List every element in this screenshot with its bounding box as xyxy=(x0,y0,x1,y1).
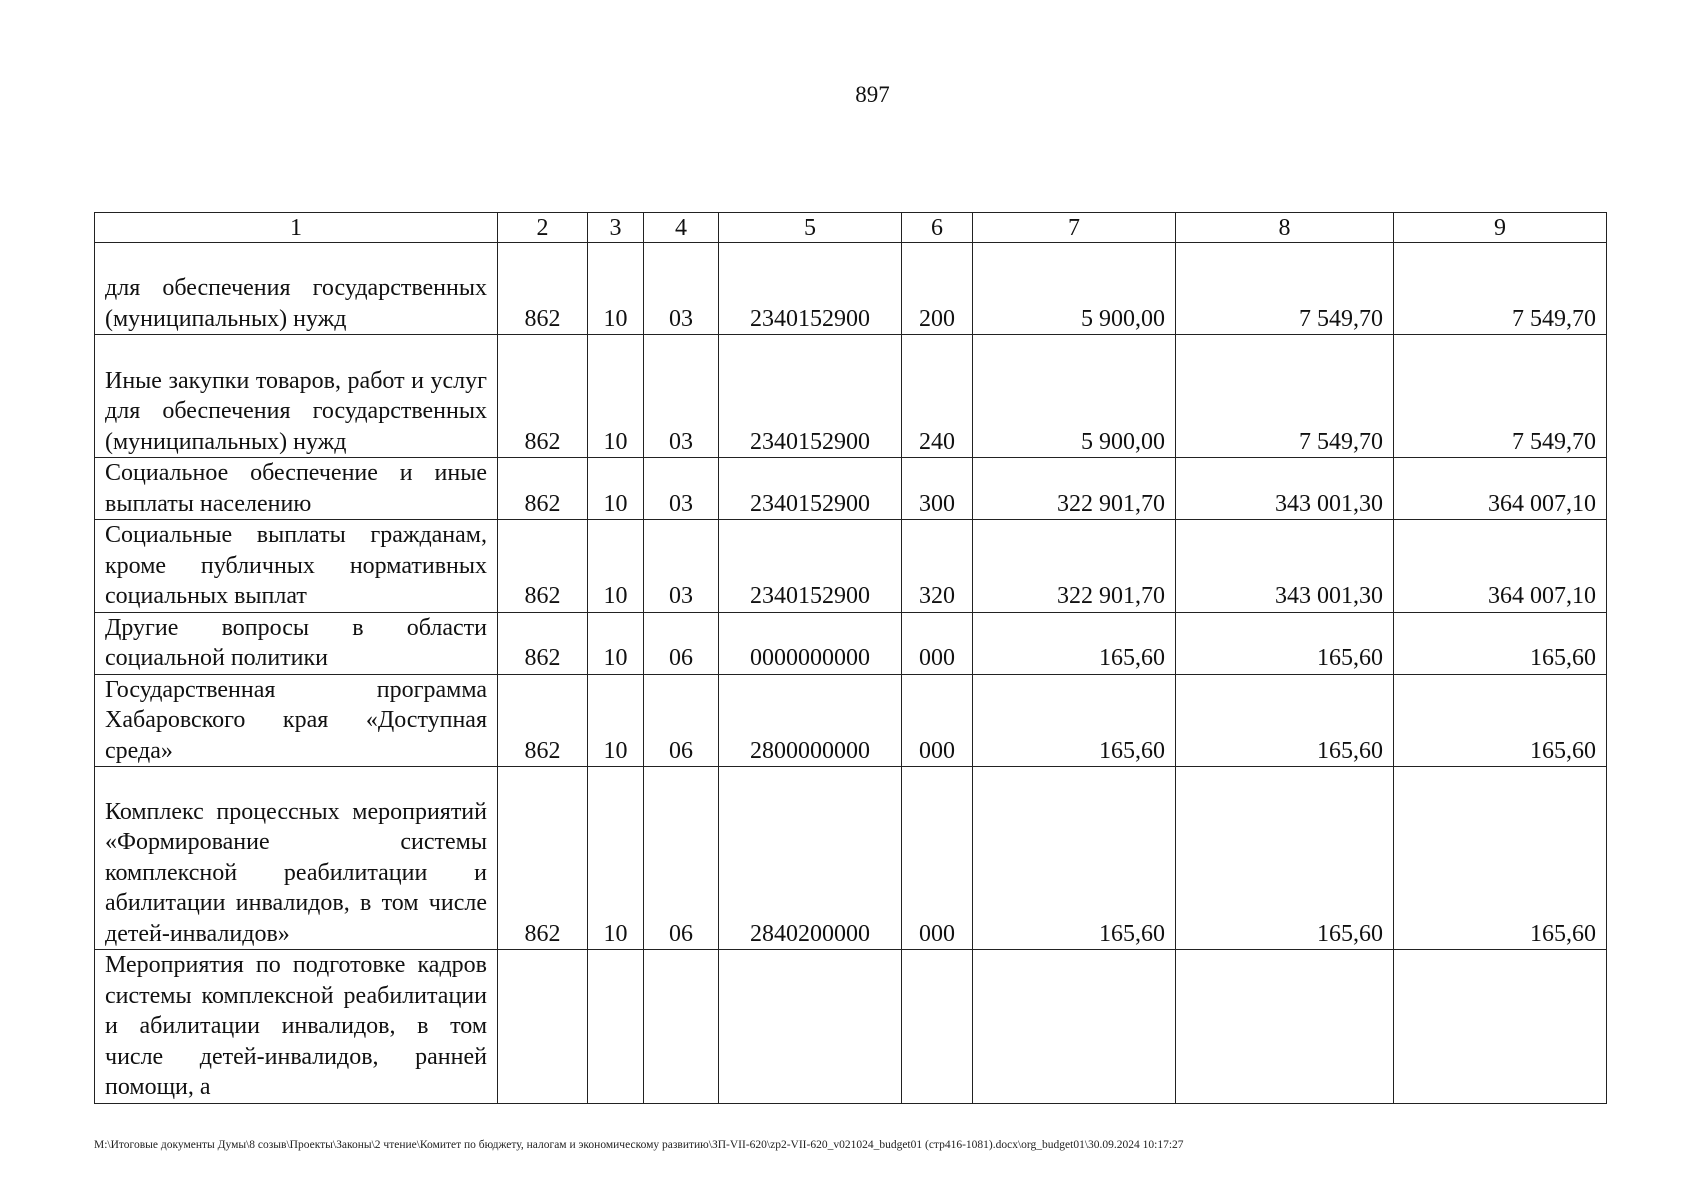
row-col-3: 10 xyxy=(588,767,644,950)
row-col-6 xyxy=(902,950,973,1104)
row-col-9: 7 549,70 xyxy=(1394,335,1607,458)
row-col-5: 2800000000 xyxy=(719,674,902,767)
row-description: Социальное обеспечение и иные выплаты населению xyxy=(95,458,498,520)
row-col-5: 2840200000 xyxy=(719,767,902,950)
row-col-8: 7 549,70 xyxy=(1176,335,1394,458)
row-col-9: 364 007,10 xyxy=(1394,520,1607,613)
row-col-5 xyxy=(719,950,902,1104)
row-col-9: 364 007,10 xyxy=(1394,458,1607,520)
row-col-8: 343 001,30 xyxy=(1176,458,1394,520)
row-col-4: 03 xyxy=(644,458,719,520)
row-col-8: 165,60 xyxy=(1176,767,1394,950)
row-col-9: 165,60 xyxy=(1394,767,1607,950)
row-col-4: 06 xyxy=(644,674,719,767)
row-col-2: 862 xyxy=(498,612,588,674)
row-col-7: 322 901,70 xyxy=(973,458,1176,520)
table-row xyxy=(95,520,1607,613)
row-col-8: 343 001,30 xyxy=(1176,520,1394,613)
row-description: для обеспечения государственных (муниципальных) нужд xyxy=(95,243,498,335)
row-col-4: 06 xyxy=(644,612,719,674)
column-header-1: 1 xyxy=(95,213,498,243)
row-col-2: 862 xyxy=(498,674,588,767)
budget-table xyxy=(94,212,1607,1104)
row-col-3: 10 xyxy=(588,335,644,458)
row-col-7: 5 900,00 xyxy=(973,335,1176,458)
row-col-3: 10 xyxy=(588,520,644,613)
footer-file-path: M:\Итоговые документы Думы\8 созыв\Проекты\Законы\2 чтение\Комитет по бюджету, налогам и экономическому развитию\ЗП-VII-620\zp2-VII-620_v021024_budget01 (стр416-1081).docx\org_budget01\30.09.2024 10:17:27 xyxy=(94,1139,1184,1151)
table-row xyxy=(95,674,1607,767)
row-col-3: 10 xyxy=(588,243,644,335)
row-col-7: 165,60 xyxy=(973,612,1176,674)
row-col-8 xyxy=(1176,950,1394,1104)
row-col-9 xyxy=(1394,950,1607,1104)
row-description: Государственная программа Хабаровского края «Доступная среда» xyxy=(95,674,498,767)
row-col-7: 165,60 xyxy=(973,767,1176,950)
row-col-6: 300 xyxy=(902,458,973,520)
row-col-5: 2340152900 xyxy=(719,458,902,520)
column-header-8: 8 xyxy=(1176,213,1394,243)
row-col-4: 06 xyxy=(644,767,719,950)
column-header-2: 2 xyxy=(498,213,588,243)
table-row xyxy=(95,767,1607,950)
row-description: Социальные выплаты гражданам, кроме публичных нормативных социальных выплат xyxy=(95,520,498,613)
row-col-2: 862 xyxy=(498,458,588,520)
column-header-6: 6 xyxy=(902,213,973,243)
table-row xyxy=(95,950,1607,1104)
row-col-3 xyxy=(588,950,644,1104)
row-col-2: 862 xyxy=(498,767,588,950)
row-col-4 xyxy=(644,950,719,1104)
row-col-9: 165,60 xyxy=(1394,674,1607,767)
table-header-row xyxy=(95,213,1607,243)
row-col-8: 7 549,70 xyxy=(1176,243,1394,335)
row-col-2: 862 xyxy=(498,243,588,335)
row-col-6: 200 xyxy=(902,243,973,335)
row-description: Мероприятия по подготовке кадров системы комплексной реабилитации и абилитации инвалидов, в том числе детей-инвалидов, ранней помощи, а xyxy=(95,950,498,1104)
row-col-2 xyxy=(498,950,588,1104)
column-header-3: 3 xyxy=(588,213,644,243)
row-col-7: 5 900,00 xyxy=(973,243,1176,335)
row-col-5: 2340152900 xyxy=(719,243,902,335)
row-col-4: 03 xyxy=(644,243,719,335)
page-number: 897 xyxy=(855,82,890,107)
table-row xyxy=(95,458,1607,520)
row-col-3: 10 xyxy=(588,612,644,674)
row-col-8: 165,60 xyxy=(1176,674,1394,767)
row-col-6: 000 xyxy=(902,612,973,674)
row-col-5: 0000000000 xyxy=(719,612,902,674)
table-row xyxy=(95,612,1607,674)
row-col-6: 000 xyxy=(902,767,973,950)
row-col-7 xyxy=(973,950,1176,1104)
row-col-7: 322 901,70 xyxy=(973,520,1176,613)
column-header-9: 9 xyxy=(1394,213,1607,243)
row-col-7: 165,60 xyxy=(973,674,1176,767)
row-col-9: 7 549,70 xyxy=(1394,243,1607,335)
row-col-8: 165,60 xyxy=(1176,612,1394,674)
row-col-3: 10 xyxy=(588,674,644,767)
row-col-2: 862 xyxy=(498,520,588,613)
row-description: Комплекс процессных мероприятий «Формирование системы комплексной реабилитации и абилитации инвалидов, в том числе детей-инвалидов» xyxy=(95,767,498,950)
row-description: Иные закупки товаров, работ и услуг для обеспечения государственных (муниципальных) нужд xyxy=(95,335,498,458)
row-col-6: 240 xyxy=(902,335,973,458)
column-header-7: 7 xyxy=(973,213,1176,243)
table-row xyxy=(95,243,1607,335)
row-col-5: 2340152900 xyxy=(719,520,902,613)
table-row xyxy=(95,335,1607,458)
column-header-5: 5 xyxy=(719,213,902,243)
row-col-2: 862 xyxy=(498,335,588,458)
row-col-4: 03 xyxy=(644,335,719,458)
row-col-3: 10 xyxy=(588,458,644,520)
row-col-9: 165,60 xyxy=(1394,612,1607,674)
row-col-6: 320 xyxy=(902,520,973,613)
row-description: Другие вопросы в области социальной политики xyxy=(95,612,498,674)
row-col-5: 2340152900 xyxy=(719,335,902,458)
row-col-6: 000 xyxy=(902,674,973,767)
row-col-4: 03 xyxy=(644,520,719,613)
column-header-4: 4 xyxy=(644,213,719,243)
